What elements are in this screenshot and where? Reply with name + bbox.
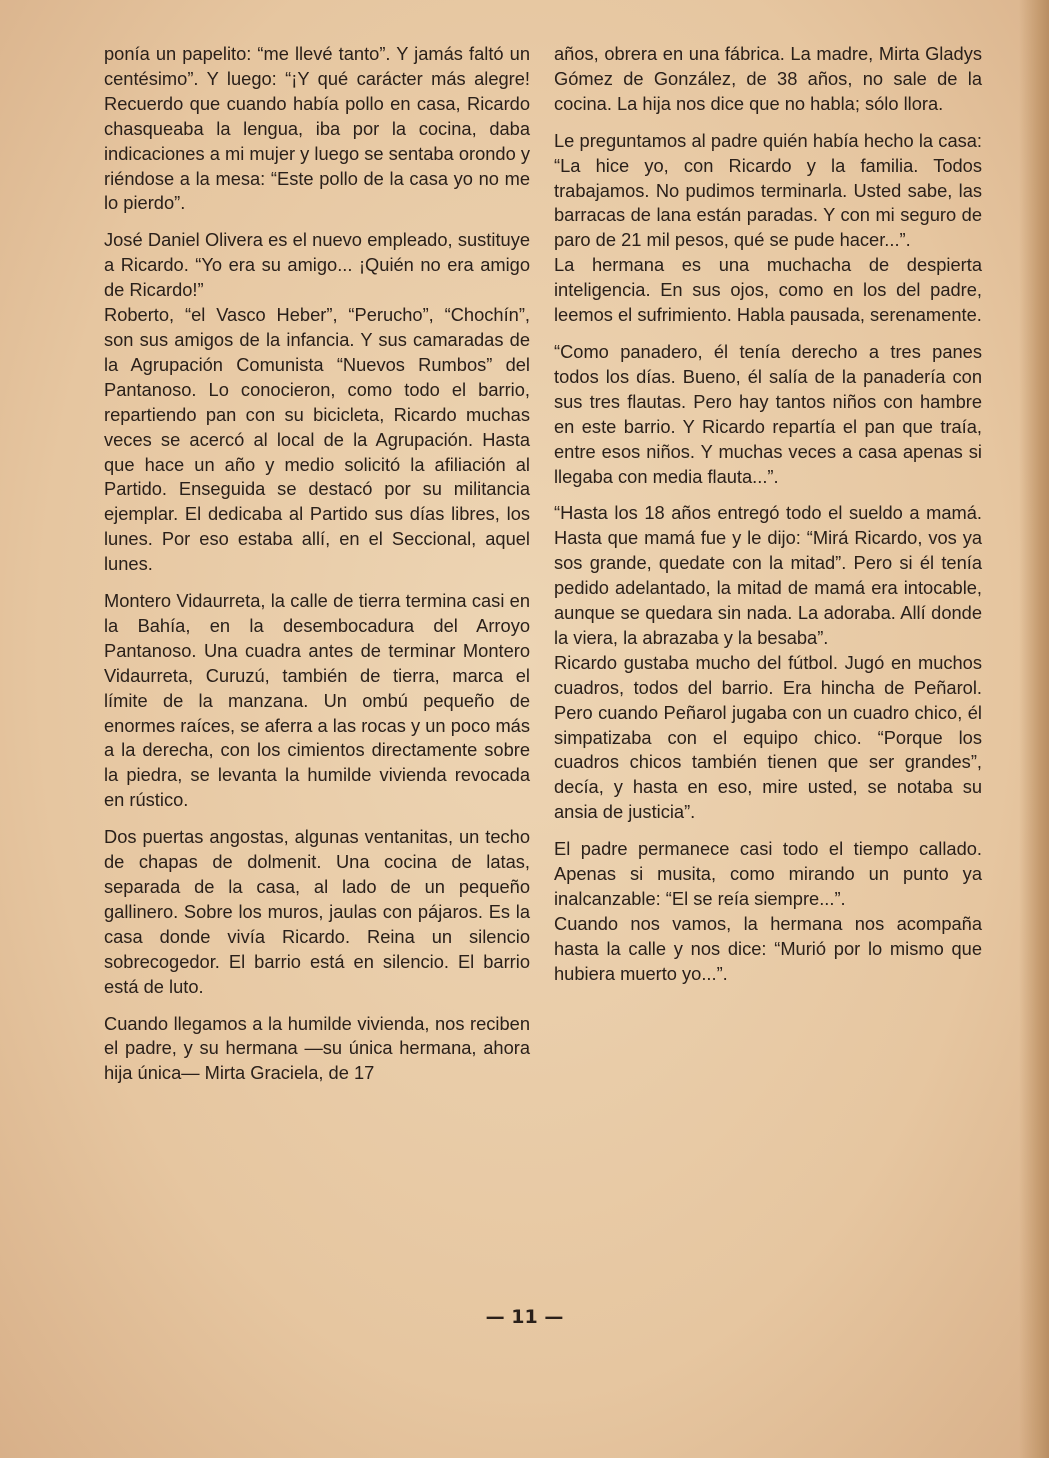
- left-column: [104, 42, 530, 1098]
- page-number: — 11 —: [485, 1306, 564, 1328]
- paragraph: Le preguntamos al padre quién había hecho la casa: “La hice yo, con Ricardo y la familia. Todos trabajamos. No pudimos terminarla. Usted sabe, las barracas de lana están paradas. Y con mi seguro de paro de 21 mil pesos, qué se pude hacer...”.: [554, 129, 982, 251]
- paragraph: Montero Vidaurreta, la calle de tierra termina casi en la Bahía, en la desembocadura del Arroyo Pantanoso. Una cuadra antes de terminar Montero Vidaurreta, Curuzú, también de tierra, marca el límite de la manzana. Un ombú pequeño de enormes raíces, se aferra a las rocas y un poco más a la derecha, con los cimientos directamente sobre la piedra, se levanta la humilde vivienda revocada en rústico.: [104, 590, 530, 811]
- paragraph: “Como panadero, él tenía derecho a tres panes todos los días. Bueno, él salía de la panadería con sus tres flautas. Pero hay tantos niños con hambre en este barrio. Y Ricardo repartía el pan que traía, entre esos niños. Y muchas veces a casa apenas si llegaba con media flauta...”.: [554, 340, 982, 487]
- right-column: [554, 42, 982, 999]
- paragraph: Dos puertas angostas, algunas ventanitas, un techo de chapas de dolmenit. Una cocina de latas, separada de la casa, al lado de un pequeño gallinero. Sobre los muros, jaulas con pájaros. Es la casa donde vivía Ricardo. Reina un silencio sobrecogedor. El barrio está en silencio. El barrio está de luto.: [104, 826, 530, 997]
- paragraph: “Hasta los 18 años entregó todo el sueldo a mamá. Hasta que mamá fue y le dijo: “Mirá Ricardo, vos ya sos grande, quedate con la mitad”. Pero si él tenía pedido adelantado, la mitad de mamá era intocable, aunque se quedara sin nada. La adoraba. Allí donde la viera, la abrazaba y la besaba”.: [554, 502, 982, 648]
- paragraph: Ricardo gustaba mucho del fútbol. Jugó en muchos cuadros, todos del barrio. Era hincha de Peñarol. Pero cuando Peñarol jugaba con un cuadro chico, él simpatizaba con el equipo chico. “Porque los cuadros chicos también tienen que ser grandes”, decía, y hasta en eso, mire usted, se notaba su ansia de justicia”.: [554, 651, 982, 823]
- paragraph: El padre permanece casi todo el tiempo callado. Apenas si musita, como mirando un punto ya inalcanzable: “El se reía siempre...”.: [554, 838, 982, 909]
- paragraph: Roberto, “el Vasco Heber”, “Perucho”, “Chochín”, son sus amigos de la infancia. Y sus camaradas de la Agrupación Comunista “Nuevos Rumbos” del Pantanoso. Lo conocieron, como todo el barrio, repartiendo pan con su bicicleta, Ricardo muchas veces se acercó al local de la Agrupación. Hasta que hace un año y medio solicitó la afiliación al Partido. Enseguida se destacó por su militancia ejemplar. El dedicaba al Partido sus días libres, los lunes. Por eso estaba allí, en el Seccional, aquel lunes.: [104, 304, 530, 575]
- paragraph: Cuando nos vamos, la hermana nos acompaña hasta la calle y nos dice: “Murió por lo mismo que hubiera muerto yo...”.: [554, 912, 982, 984]
- paragraph: años, obrera en una fábrica. La madre, Mirta Gladys Gómez de González, de 38 años, no sale de la cocina. La hija nos dice que no habla; sólo llora.: [554, 43, 982, 114]
- worn-page-edge: [1019, 0, 1049, 1458]
- paragraph: José Daniel Olivera es el nuevo empleado, sustituye a Ricardo. “Yo era su amigo... ¡Quién no era amigo de Ricardo!”: [104, 229, 530, 301]
- paragraph: La hermana es una muchacha de despierta inteligencia. En sus ojos, como en los del padre, leemos el sufrimiento. Habla pausada, serenamente.: [554, 254, 982, 326]
- paragraph: ponía un papelito: “me llevé tanto”. Y jamás faltó un centésimo”. Y luego: “¡Y qué carácter más alegre! Recuerdo que cuando había pollo en casa, Ricardo chasqueaba la lengua, iba por la cocina, daba indicaciones a mi mujer y luego se sentaba orondo y riéndose a la mesa: “Este pollo de la casa yo no me lo pierdo”.: [104, 43, 530, 214]
- paragraph: Cuando llegamos a la humilde vivienda, nos reciben el padre, y su hermana —su única hermana, ahora hija única— Mirta Graciela, de 17: [104, 1012, 530, 1084]
